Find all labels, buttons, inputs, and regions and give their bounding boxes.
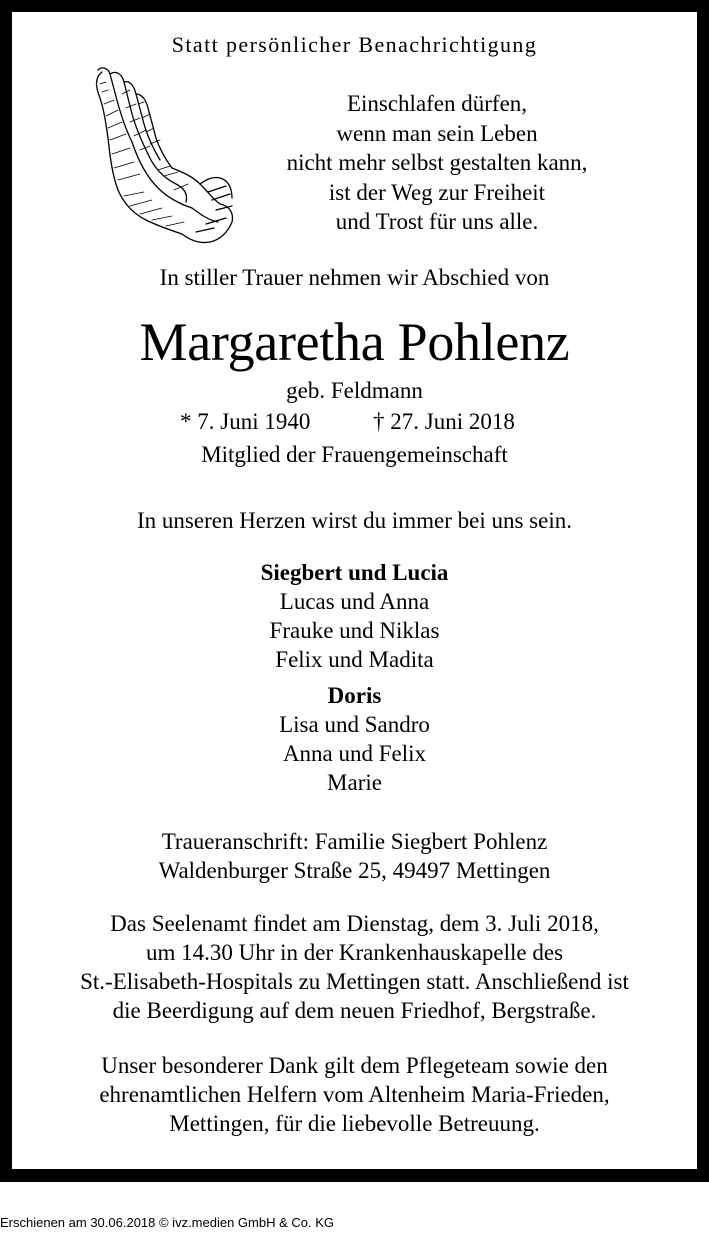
verse-line: ist der Weg zur Freiheit: [328, 179, 546, 205]
family-member: Lisa und Sandro: [279, 712, 430, 737]
deceased-name: Margaretha Pohlenz: [139, 312, 570, 372]
thanks-line: Unser besonderer Dank gilt dem Pflegeteam sowie den: [101, 1053, 608, 1078]
verse-line: und Trost für uns alle.: [335, 209, 539, 234]
motto-text: In unseren Herzen wirst du immer bei uns sein.: [137, 508, 572, 533]
thanks-line: Mettingen, für die liebevolle Betreuung.: [169, 1111, 540, 1136]
family-head: Doris: [327, 683, 382, 708]
verse: [252, 89, 622, 237]
family-member: Marie: [327, 770, 382, 795]
address-line: Waldenburger Straße 25, 49497 Mettingen: [158, 858, 551, 883]
birth-date: * 7. Juni 1940: [180, 409, 311, 434]
publication-footer: Erschienen am 30.06.2018 © ivz.medien GmbH & Co. KG: [0, 1215, 335, 1230]
death-date: † 27. Juni 2018: [373, 409, 515, 434]
verse-line: wenn man sein Leben: [336, 120, 538, 146]
family-member: Lucas und Anna: [279, 589, 430, 614]
service-line: um 14.30 Uhr in der Krankenhauskapelle des: [145, 940, 564, 965]
praying-hands-icon: [88, 64, 236, 246]
service-line: die Beerdigung auf dem neuen Friedhof, Bergstraße.: [112, 998, 597, 1023]
notice-header: Statt persönlicher Benachrichtigung: [171, 32, 538, 57]
thanks-line: ehrenamtlichen Helfern vom Altenheim Maria-Frieden,: [99, 1082, 610, 1107]
family-member: Frauke und Niklas: [269, 618, 440, 643]
family-member: Anna und Felix: [282, 741, 427, 766]
maiden-name: geb. Feldmann: [286, 378, 423, 403]
address-line: Traueranschrift: Familie Siegbert Pohlenz: [161, 829, 548, 854]
verse-line: nicht mehr selbst gestalten kann,: [286, 150, 588, 175]
service-line: Das Seelenamt findet am Dienstag, dem 3. Juli 2018,: [110, 911, 599, 936]
service-line: St.-Elisabeth-Hospitals zu Mettingen statt. Anschließend ist: [80, 969, 629, 994]
membership-text: Mitglied der Frauengemeinschaft: [201, 442, 508, 467]
family-member: Felix und Madita: [275, 647, 434, 672]
intro-text: In stiller Trauer nehmen wir Abschied von: [159, 265, 550, 290]
family-head: Siegbert und Lucia: [260, 560, 449, 585]
verse-line: Einschlafen dürfen,: [346, 91, 528, 116]
